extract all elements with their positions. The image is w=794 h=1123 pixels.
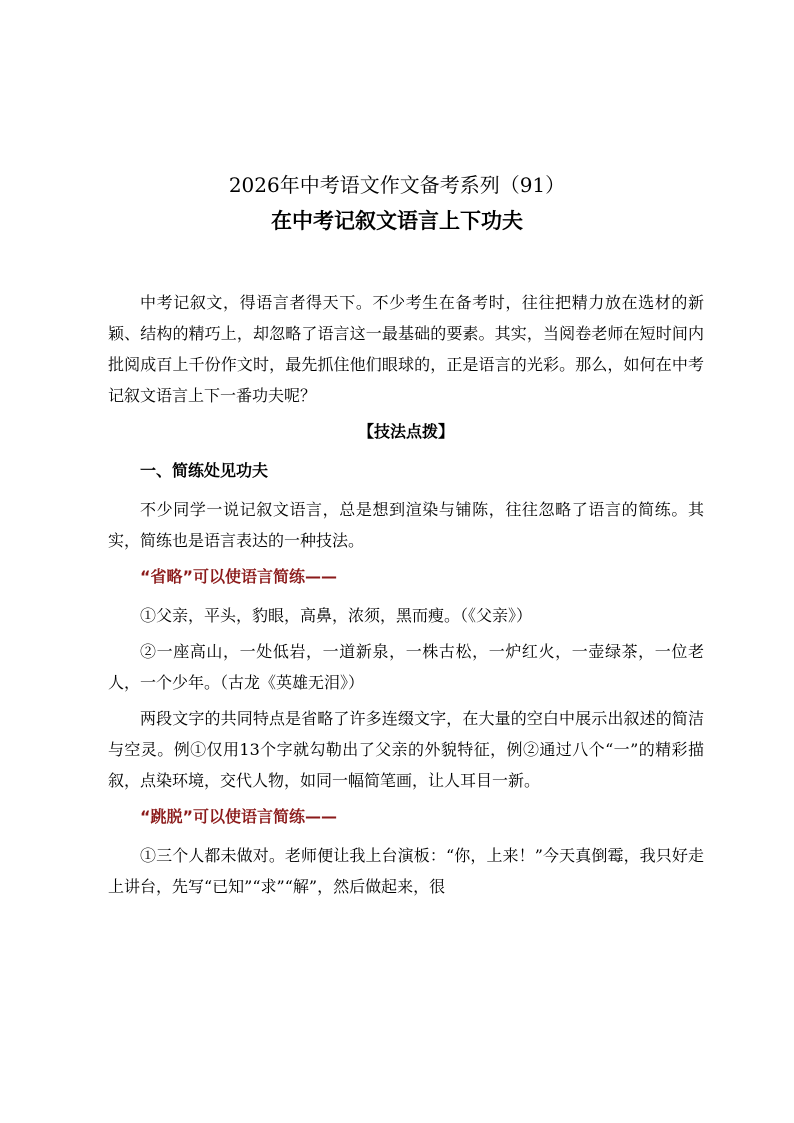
example-3: ①三个人都未做对。老师便让我上台演板：“你，上来！”今天真倒霉，我只好走上讲台，先写“已知”“求”“解”，然后做起来，很 xyxy=(108,846,704,896)
paragraph-2: 两段文字的共同特点是省略了许多连缀文字，在大量的空白中展示出叙述的简洁与空灵。例①仅用13个字就勾勒出了父亲的外貌特征，例②通过八个“一”的精彩描叙，点染环境，交代人物，如同一幅简笔画，让人耳目一新。 xyxy=(108,709,704,790)
example-1: ①父亲，平头，豹眼，高鼻，浓须，黑而瘦。（《父亲》） xyxy=(140,606,533,625)
subheading-omission: “省略”可以使语言简练—— xyxy=(140,567,338,586)
document-title: 2026年中考语文作文备考系列（91） xyxy=(228,173,566,197)
example-2: ②一座高山，一处低岩，一道新泉，一株古松，一炉红火，一壶绿茶，一位老人，一个少年。（古龙《英雄无泪》） xyxy=(108,642,704,692)
document-body xyxy=(108,287,704,907)
section-title: 【技法点拨】 xyxy=(357,422,454,441)
intro-paragraph: 中考记叙文，得语言者得天下。不少考生在备考时，往往把精力放在选材的新颖、结构的精巧上，却忽略了语言这一最基础的要素。其实，当阅卷老师在短时间内批阅成百上千份作文时，最先抓住他们眼球的，正是语言的光彩。那么，如何在中考记叙文语言上下一番功夫呢？ xyxy=(108,293,704,405)
heading-1: 一、简练处见功夫 xyxy=(140,461,269,480)
paragraph-1: 不少同学一说记叙文语言，总是想到渲染与铺陈，往往忽略了语言的简练。其实，简练也是语言表达的一种技法。 xyxy=(108,500,704,550)
subheading-leap: “跳脱”可以使语言简练—— xyxy=(140,807,338,826)
document-subtitle: 在中考记叙文语言上下功夫 xyxy=(271,209,523,233)
